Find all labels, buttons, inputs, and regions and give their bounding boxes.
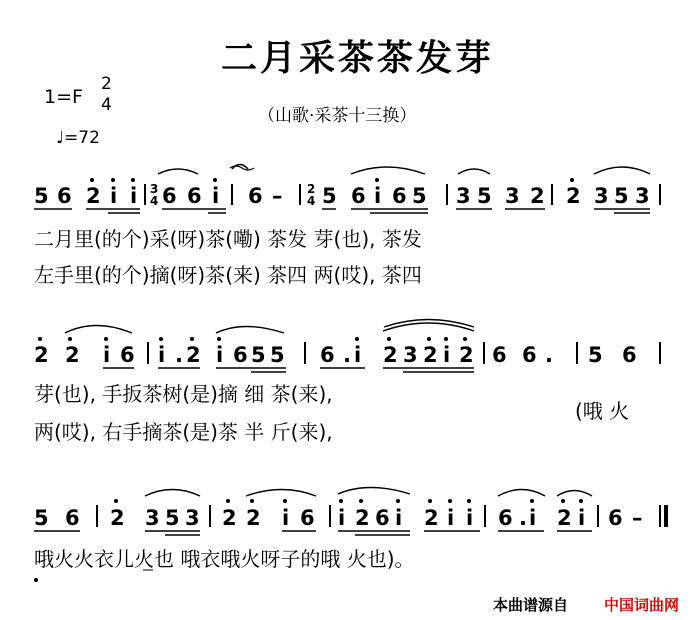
footer-source: 本曲谱源自 [493,596,569,614]
svg-text:i: i [443,343,451,367]
svg-text:5: 5 [477,184,492,208]
svg-text:.: . [545,343,553,367]
svg-text:6: 6 [248,184,263,208]
svg-text:6: 6 [162,184,177,208]
svg-text:2: 2 [307,182,316,196]
svg-text:5: 5 [34,506,49,530]
svg-text:5: 5 [614,184,629,208]
svg-text:2: 2 [246,506,261,530]
lyrics-line-1b: 左手里(的个)摘(呀)茶(来) 茶四 两(哎), 茶四 [34,263,422,287]
svg-text:3: 3 [403,343,418,367]
svg-text:6: 6 [320,343,335,367]
svg-text:2: 2 [459,343,474,367]
svg-text:2: 2 [423,343,438,367]
svg-text:i: i [216,343,224,367]
page-title: 二月采茶茶发芽 [221,37,495,79]
svg-text:2: 2 [86,184,101,208]
svg-text:5: 5 [588,343,603,367]
svg-text:i: i [158,343,166,367]
svg-text:–: – [272,184,283,208]
svg-text:3: 3 [456,184,471,208]
svg-text:6: 6 [375,506,390,530]
svg-text:2: 2 [557,506,572,530]
lyrics-line-2a: 芽(也), 手扳茶树(是)摘 细 茶(来), [34,382,333,406]
svg-text:i: i [447,506,455,530]
svg-text:6: 6 [120,343,135,367]
svg-text:6: 6 [187,184,202,208]
svg-text:6: 6 [522,343,537,367]
svg-text:i: i [354,343,362,367]
svg-text:6: 6 [392,184,407,208]
svg-text:2: 2 [222,506,237,530]
svg-text:2: 2 [110,506,125,530]
svg-text:3: 3 [594,184,609,208]
svg-text:3: 3 [505,184,520,208]
svg-text:2: 2 [424,506,439,530]
svg-text:6: 6 [65,506,80,530]
svg-text:2: 2 [34,343,49,367]
time-numerator: 2 [101,74,112,94]
svg-text:3: 3 [185,506,200,530]
svg-text:.: . [175,343,183,367]
lyrics-line-1a: 二月里(的个)采(呀)茶(嘞) 茶发 芽(也), 茶发 [34,227,422,251]
lyrics-aside: (哦 火 [575,399,630,423]
svg-text:2: 2 [355,506,370,530]
time-denominator: 4 [101,95,112,115]
svg-text:2: 2 [383,343,398,367]
svg-text:i: i [338,506,346,530]
svg-text:i: i [374,184,382,208]
svg-text:i: i [529,506,537,530]
svg-text:5: 5 [322,184,337,208]
svg-text:2: 2 [566,184,581,208]
tempo-marking: ♩=72 [56,128,100,148]
svg-text:i: i [212,184,220,208]
svg-text:6: 6 [622,343,637,367]
svg-text:3: 3 [150,182,159,196]
svg-text:6: 6 [492,343,507,367]
svg-text:i: i [578,506,586,530]
svg-text:4: 4 [150,194,159,208]
svg-text:5: 5 [251,343,266,367]
subtitle: （山歌·采茶十三换） [258,106,417,126]
lyrics-line-3: 哦火火衣儿火也 哦衣哦火呀子的哦 火也)。 [34,547,415,571]
key-signature: 1=F [44,86,83,108]
svg-text:i: i [395,506,403,530]
svg-text:3: 3 [145,506,160,530]
svg-text:.: . [519,506,527,530]
svg-text:2: 2 [65,343,80,367]
svg-text:3: 3 [635,184,650,208]
svg-text:2: 2 [186,343,201,367]
svg-text:6: 6 [57,184,72,208]
svg-text:2: 2 [530,184,545,208]
svg-text:6: 6 [300,506,315,530]
svg-text:5: 5 [412,184,427,208]
svg-text:–: – [632,506,643,530]
svg-text:i: i [130,184,138,208]
svg-text:6: 6 [351,184,366,208]
svg-text:5: 5 [165,506,180,530]
svg-text:i: i [466,506,474,530]
svg-text:6: 6 [608,506,623,530]
svg-text:i: i [110,184,118,208]
svg-text:5: 5 [34,184,49,208]
svg-text:i: i [282,506,290,530]
svg-text:5: 5 [270,343,285,367]
site-brand: 中国词曲网 [604,596,680,614]
svg-text:4: 4 [307,194,316,208]
svg-text:.: . [343,343,351,367]
svg-text:i: i [103,343,111,367]
svg-text:6: 6 [498,506,513,530]
lyrics-line-2b: 两(哎), 右手摘茶(是)茶 半 斤(来), [34,420,333,444]
svg-text:6: 6 [233,343,248,367]
